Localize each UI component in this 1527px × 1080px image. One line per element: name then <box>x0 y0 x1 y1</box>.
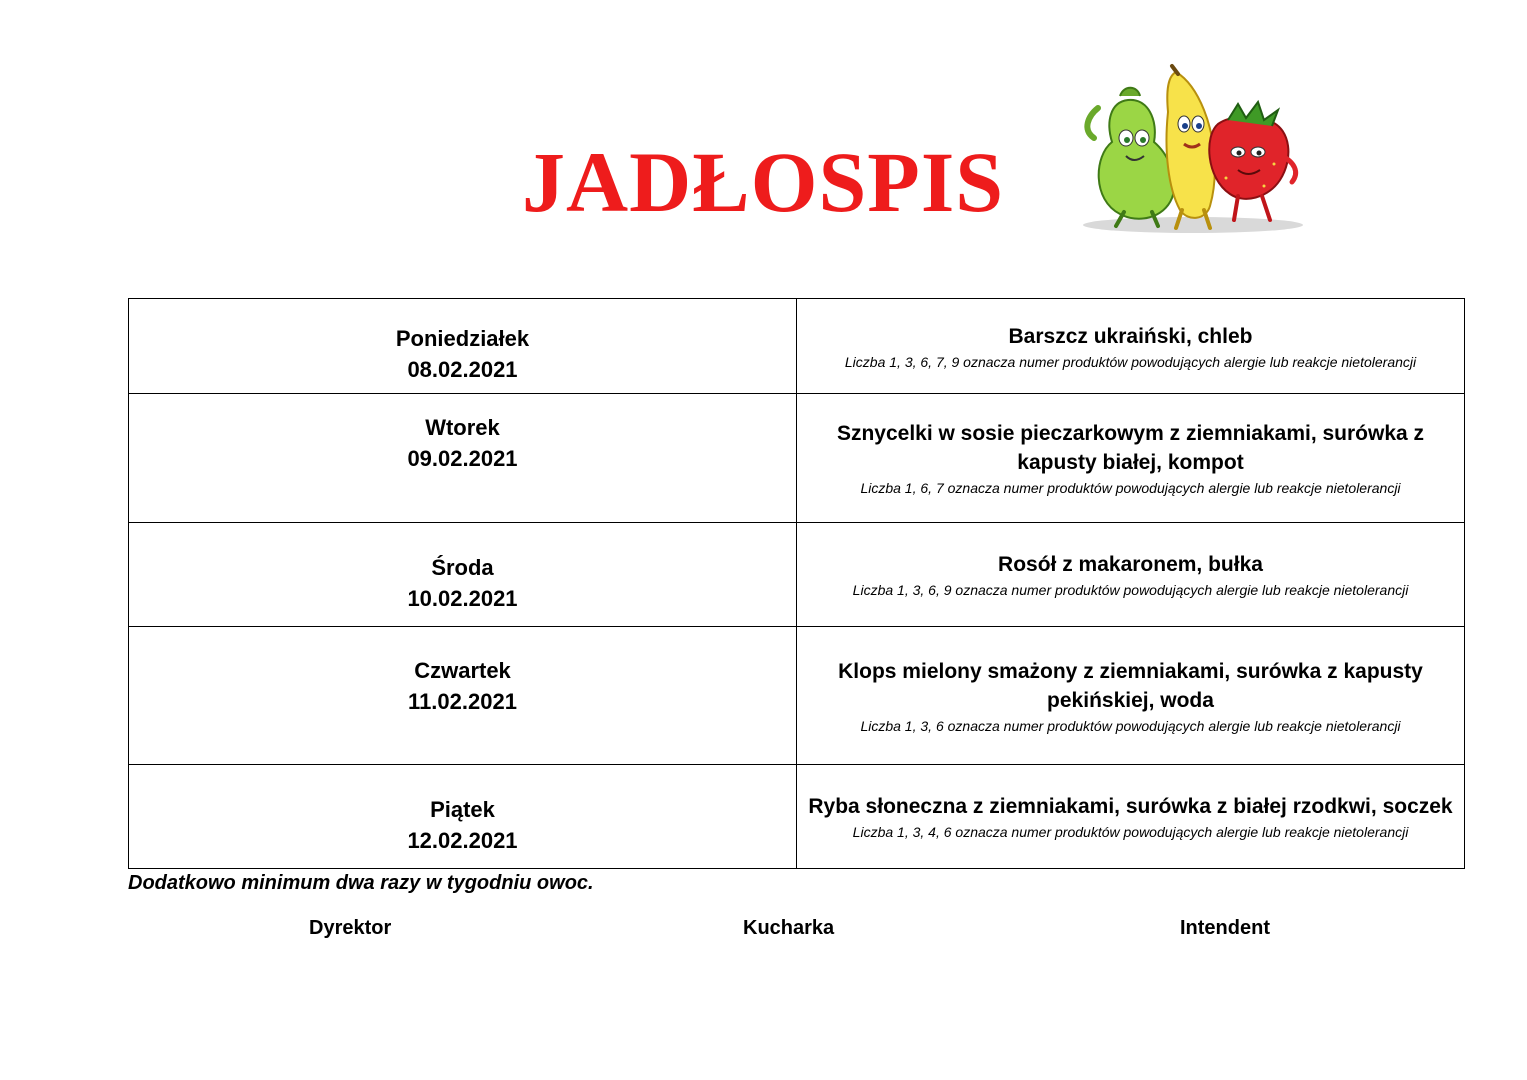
day-date: 09.02.2021 <box>407 446 518 471</box>
day-name: Środa <box>431 554 494 580</box>
allergen-note: Liczba 1, 3, 4, 6 oznacza numer produktów powodujących alergie lub reakcje nietolerancji <box>852 824 1409 840</box>
menu-table <box>128 298 1465 869</box>
day-cell <box>129 627 797 765</box>
day-name: Piątek <box>430 796 495 822</box>
table-row <box>129 523 1465 627</box>
day-cell <box>129 394 797 523</box>
meal-cell <box>797 627 1465 765</box>
day-name: Wtorek <box>425 415 500 440</box>
dish-name: Barszcz ukraiński, chleb <box>1008 324 1253 348</box>
meal-cell <box>797 765 1465 869</box>
allergen-note: Liczba 1, 3, 6 oznacza numer produktów powodujących alergie lub reakcje nietolerancji <box>860 717 1401 734</box>
day-date: 12.02.2021 <box>407 827 518 853</box>
signature-director: Dyrektor <box>309 917 392 939</box>
meal-cell <box>797 299 1465 394</box>
fruit-footnote: Dodatkowo minimum dwa razy w tygodniu owoc. <box>128 872 594 894</box>
allergen-note: Liczba 1, 3, 6, 7, 9 oznacza numer produktów powodujących alergie lub reakcje nietolerancji <box>844 353 1417 370</box>
day-name: Poniedziałek <box>395 326 530 351</box>
dish-name: Rosół z makaronem, bułka <box>998 553 1263 576</box>
day-cell <box>129 523 797 627</box>
day-date: 11.02.2021 <box>408 688 517 714</box>
fruit-mascots-illustration <box>1068 60 1308 235</box>
dish-name: Ryba słoneczna z ziemniakami, surówka z białej rzodkwi, soczek <box>808 795 1453 818</box>
pear-character-icon <box>1087 88 1174 226</box>
day-name: Czwartek <box>414 657 511 683</box>
dish-name-line: pekińskiej, woda <box>1047 688 1214 712</box>
dish-name-line: Sznycelki w sosie pieczarkowym z ziemniakami, surówka z <box>836 422 1425 445</box>
signature-cook: Kucharka <box>743 917 835 939</box>
strawberry-character-icon <box>1209 102 1295 220</box>
signature-steward: Intendent <box>1180 917 1270 939</box>
table-row <box>129 765 1465 869</box>
day-date: 08.02.2021 <box>407 357 518 382</box>
day-date: 10.02.2021 <box>407 585 518 611</box>
page-title: JADŁOSPIS <box>522 134 1005 230</box>
table-row <box>129 627 1465 765</box>
allergen-note: Liczba 1, 3, 6, 9 oznacza numer produktów powodujących alergie lub reakcje nietolerancji <box>852 582 1409 598</box>
meal-cell <box>797 394 1465 523</box>
meal-cell <box>797 523 1465 627</box>
day-cell <box>129 765 797 869</box>
banana-character-icon <box>1167 66 1215 228</box>
allergen-note: Liczba 1, 6, 7 oznacza numer produktów powodujących alergie lub reakcje nietolerancji <box>860 480 1401 496</box>
dish-name-line: kapusty białej, kompot <box>1017 451 1244 474</box>
table-row <box>129 394 1465 523</box>
dish-name-line: Klops mielony smażony z ziemniakami, surówka z kapusty <box>838 659 1423 683</box>
table-row <box>129 299 1465 394</box>
day-cell <box>129 299 797 394</box>
